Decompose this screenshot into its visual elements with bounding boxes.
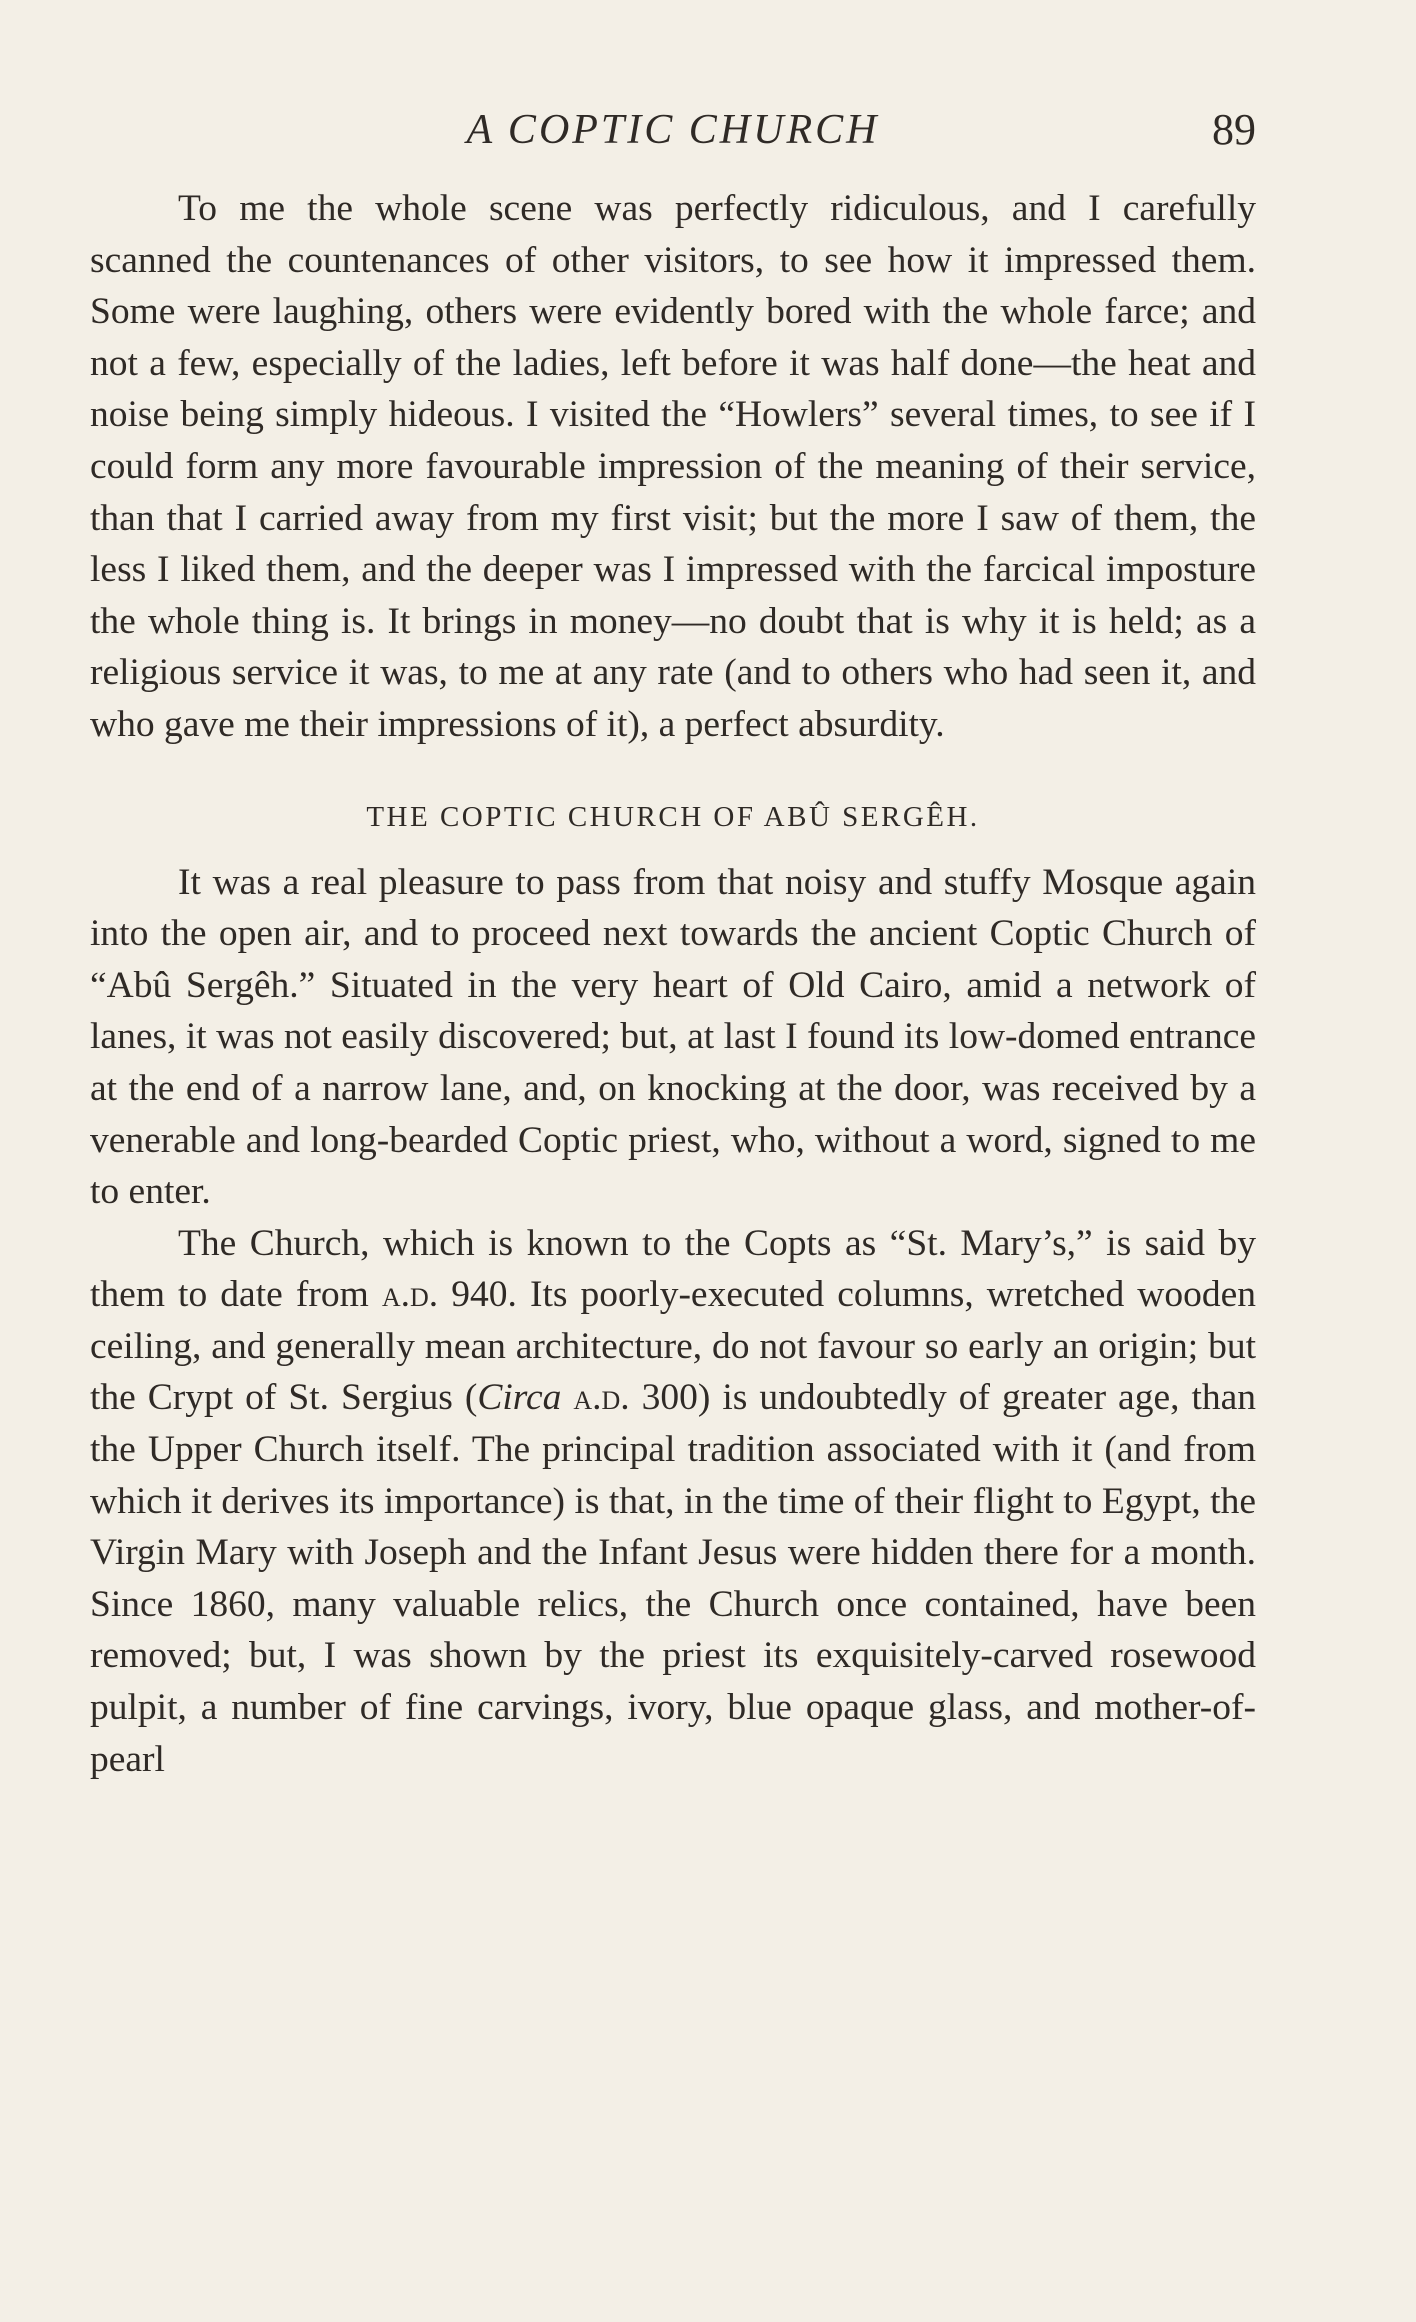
paragraph-3-text-3: 300) is undoubtedly of greater age, than the Upper Church itself. The principal tradition associated with it (and from which it derives its importance) is that, in the time of their flight to Egypt, the Virgin Mary with Joseph and the Infant Jesus were hidden there for a month. Since 1860, many valuable relics, the Church once contained, have been removed; but, I was shown by the priest its exquisitely-carved rosewood pulpit, a number of fine carvings, ivory, blue opaque glass, and mother-of-pearl [90,1377,1257,1780]
running-title: A COPTIC CHURCH [466,107,880,153]
era-marker-1: a.d. [381,1274,439,1316]
circa-italic: Circa [477,1377,562,1419]
page-number: 89 [1212,105,1256,154]
section-heading: THE COPTIC CHURCH OF ABÛ SERGÊH. [366,800,980,833]
paragraph-3 [90,1218,1256,1786]
paragraph-3-text-1: The Church, which is known to the Copts as “St. Mary’s,” is said by them to date from [90,1222,1256,1316]
paragraph-3-text-2: 940. Its poorly-executed columns, wretched wooden ceiling, and generally mean architecture, do not favour so early an origin; but the Crypt of St. Sergius ( [90,1274,1257,1419]
running-head [90,100,1256,160]
paragraph-1: To me the whole scene was perfectly ridiculous, and I carefully scanned the countenances of other visitors, to see how it impressed them. Some were laughing, others were evidently bored with the whole farce; and not a few, especially of the ladies, left before it was half done—the heat and noise being simply hideous. I visited the “Howlers” several times, to see if I could form any more favourable impression of the meaning of their service, than that I carried away from my first visit; but the more I saw of them, the less I liked them, and the deeper was I impressed with the farcical imposture the whole thing is. It brings in money—no doubt that is why it is held; as a religious service it was, to me at any rate (and to others who had seen it, and who gave me their impressions of it), a perfect absurdity. [90,188,1256,745]
era-marker-2: a.d. [573,1377,630,1419]
body-text [90,183,1256,1785]
paragraph-2: It was a real pleasure to pass from that noisy and stuffy Mosque again into the open air, and to proceed next towards the ancient Coptic Church of “Abû Sergêh.” Situated in the very heart of Old Cairo, amid a network of lanes, it was not easily discovered; but, at last I found its low-domed entrance at the end of a narrow lane, and, on knocking at the door, was received by a venerable and long-bearded Coptic priest, who, without a word, signed to me to enter. [90,861,1256,1213]
